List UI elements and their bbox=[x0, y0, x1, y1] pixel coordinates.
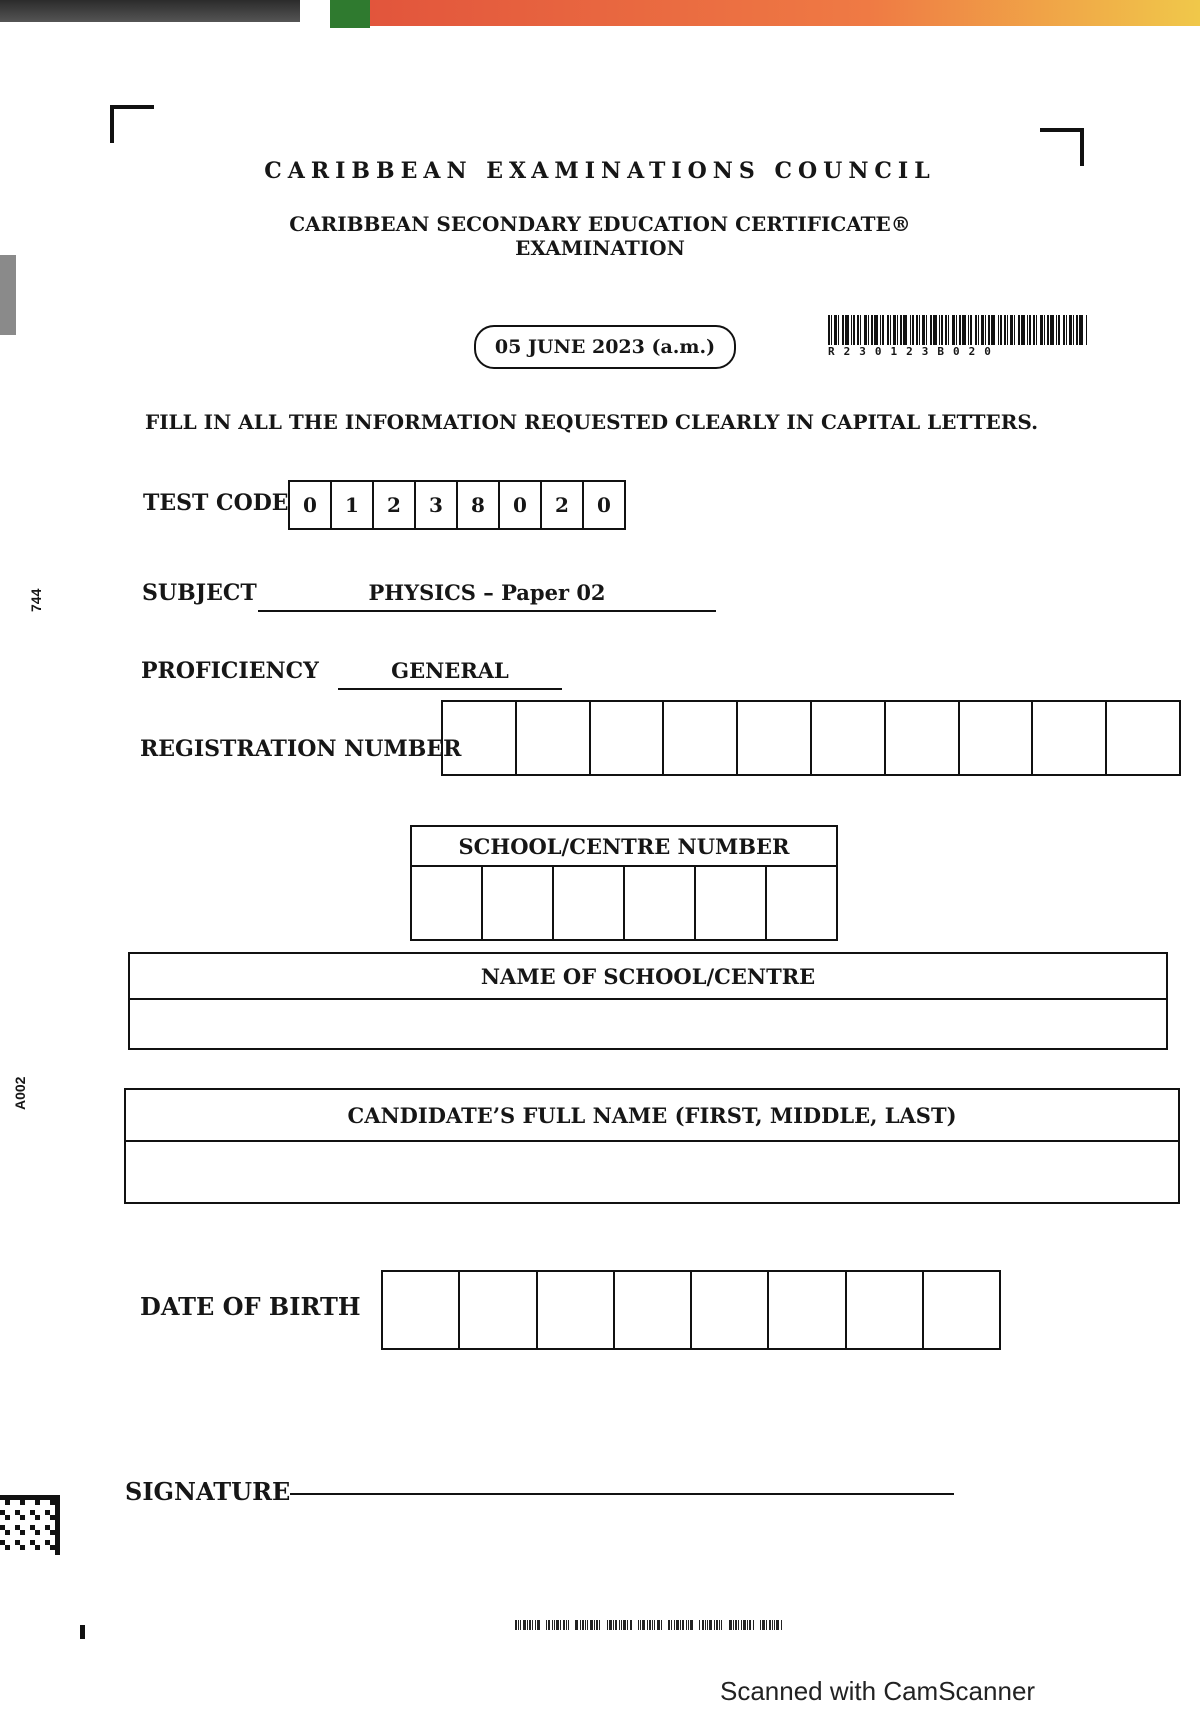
date-of-birth-cell[interactable] bbox=[924, 1272, 999, 1348]
datamatrix-module bbox=[20, 1495, 25, 1500]
datamatrix-module bbox=[25, 1495, 30, 1500]
proficiency-field[interactable]: GENERAL bbox=[338, 658, 562, 690]
candidate-name-box bbox=[124, 1088, 1180, 1204]
barcode-number: R230123B020 bbox=[828, 345, 1000, 358]
bottom-code-bar bbox=[535, 1620, 536, 1630]
signature-label: SIGNATURE bbox=[125, 1477, 291, 1506]
barcode-bar bbox=[834, 315, 837, 345]
barcode-bar bbox=[975, 315, 977, 345]
bottom-code-bar bbox=[546, 1620, 547, 1630]
bottom-code-bar bbox=[657, 1620, 660, 1630]
bottom-code-bar bbox=[690, 1620, 693, 1630]
barcode-bar bbox=[959, 315, 961, 345]
datamatrix-module bbox=[0, 1495, 5, 1500]
school-centre-number-cell[interactable] bbox=[767, 867, 836, 939]
datamatrix-module bbox=[30, 1510, 35, 1515]
barcode-bar bbox=[962, 315, 966, 345]
corner-mark-top-left bbox=[110, 105, 154, 143]
bottom-code-bar bbox=[548, 1620, 550, 1630]
barcode-bar bbox=[1063, 315, 1065, 345]
bottom-code-bar bbox=[774, 1620, 775, 1630]
datamatrix-module bbox=[5, 1500, 10, 1505]
datamatrix-module bbox=[55, 1495, 60, 1500]
datamatrix-module bbox=[35, 1530, 40, 1535]
bottom-code-bar bbox=[769, 1620, 771, 1630]
bottom-code-bar bbox=[647, 1620, 648, 1630]
school-name-label: NAME OF SCHOOL/CENTRE bbox=[130, 954, 1166, 1000]
barcode-bar bbox=[941, 315, 943, 345]
datamatrix-module bbox=[55, 1510, 60, 1515]
bottom-code-bar bbox=[575, 1620, 578, 1630]
barcode-bar bbox=[864, 315, 867, 345]
exam-date: 05 JUNE 2023 (a.m.) bbox=[474, 325, 736, 369]
barcode-bar bbox=[842, 315, 844, 345]
test-code-boxes bbox=[288, 480, 626, 530]
test-code-label: TEST CODE bbox=[143, 490, 289, 516]
bottom-code-bar bbox=[582, 1620, 584, 1630]
datamatrix-module bbox=[50, 1515, 55, 1520]
test-code-digit: 2 bbox=[374, 482, 416, 528]
datamatrix-module bbox=[55, 1540, 60, 1545]
datamatrix-module bbox=[45, 1540, 50, 1545]
datamatrix-module bbox=[35, 1500, 40, 1505]
barcode-bar bbox=[838, 315, 839, 345]
barcode-bar bbox=[1047, 315, 1049, 345]
bottom-code-bar bbox=[741, 1620, 742, 1630]
barcode-bar bbox=[1036, 315, 1037, 345]
date-of-birth-cell[interactable] bbox=[615, 1272, 692, 1348]
barcode-bar bbox=[857, 315, 859, 345]
subject-label: SUBJECT bbox=[142, 580, 257, 606]
datamatrix-module bbox=[30, 1495, 35, 1500]
date-of-birth-cell[interactable] bbox=[383, 1272, 460, 1348]
barcode-bar bbox=[890, 315, 891, 345]
datamatrix-module bbox=[55, 1535, 60, 1540]
datamatrix-module bbox=[35, 1545, 40, 1550]
bottom-code-bar bbox=[766, 1620, 767, 1630]
registration-number-cell[interactable] bbox=[1107, 702, 1179, 774]
date-of-birth-label: DATE OF BIRTH bbox=[140, 1292, 361, 1321]
barcode-bar bbox=[871, 315, 873, 345]
date-of-birth-cell[interactable] bbox=[538, 1272, 615, 1348]
registration-number-cell[interactable] bbox=[812, 702, 886, 774]
registration-number-cell[interactable] bbox=[591, 702, 665, 774]
bottom-code-bar bbox=[594, 1620, 595, 1630]
datamatrix-module bbox=[0, 1525, 5, 1530]
registration-number-label: REGISTRATION NUMBER bbox=[140, 736, 462, 762]
bottom-code-bar bbox=[537, 1620, 540, 1630]
bottom-code-bar bbox=[518, 1620, 519, 1630]
bottom-code-bar bbox=[661, 1620, 662, 1630]
school-centre-number-label: SCHOOL/CENTRE NUMBER bbox=[412, 827, 836, 867]
barcode-bar bbox=[1033, 315, 1035, 345]
scan-edge-orange bbox=[370, 0, 1200, 26]
bottom-code-bar bbox=[642, 1620, 645, 1630]
side-tab bbox=[0, 255, 16, 335]
barcode-bar bbox=[1076, 315, 1078, 345]
datamatrix-module bbox=[45, 1525, 50, 1530]
datamatrix-module bbox=[15, 1510, 20, 1515]
barcode-bar bbox=[933, 315, 937, 345]
school-centre-number-cell[interactable] bbox=[625, 867, 696, 939]
instruction-text: FILL IN ALL THE INFORMATION REQUESTED CLEARLY IN CAPITAL LETTERS. bbox=[145, 410, 1039, 434]
school-name-box bbox=[128, 952, 1168, 1050]
datamatrix-module bbox=[35, 1515, 40, 1520]
bottom-code-bar bbox=[747, 1620, 748, 1630]
datamatrix-module bbox=[55, 1530, 60, 1535]
barcode-bar bbox=[1010, 315, 1013, 345]
school-name-field[interactable] bbox=[130, 1000, 1166, 1048]
datamatrix-module bbox=[0, 1510, 5, 1515]
barcode-bar bbox=[948, 315, 949, 345]
barcode-bar bbox=[1014, 315, 1015, 345]
bottom-code-bar bbox=[705, 1620, 706, 1630]
barcode-bar bbox=[1079, 315, 1083, 345]
barcode-bar bbox=[897, 315, 898, 345]
datamatrix-module bbox=[15, 1525, 20, 1530]
registration-number-cell[interactable] bbox=[664, 702, 738, 774]
bottom-code-bar bbox=[619, 1620, 620, 1630]
datamatrix-module bbox=[15, 1540, 20, 1545]
barcode-bar bbox=[910, 315, 911, 345]
registration-number-cell[interactable] bbox=[886, 702, 960, 774]
barcode-bar bbox=[853, 315, 855, 345]
bottom-code-bar bbox=[527, 1620, 528, 1630]
bottom-code-bar bbox=[623, 1620, 626, 1630]
school-centre-number-boxes[interactable] bbox=[412, 867, 836, 939]
datamatrix-module bbox=[5, 1530, 10, 1535]
bottom-code-bar bbox=[652, 1620, 653, 1630]
bottom-code-bar bbox=[621, 1620, 622, 1630]
datamatrix-module bbox=[50, 1500, 55, 1505]
registration-number-cell[interactable] bbox=[1033, 702, 1107, 774]
barcode-bar bbox=[930, 315, 932, 345]
barcode-bar bbox=[1000, 315, 1002, 345]
datamatrix-module bbox=[0, 1540, 5, 1545]
bottom-code-bar bbox=[654, 1620, 655, 1630]
barcode-bar bbox=[968, 315, 969, 345]
date-of-birth-cell[interactable] bbox=[692, 1272, 769, 1348]
barcode-bar bbox=[1004, 315, 1006, 345]
datamatrix-module bbox=[10, 1495, 15, 1500]
date-of-birth-boxes[interactable] bbox=[381, 1270, 1001, 1350]
bottom-code-bar bbox=[613, 1620, 614, 1630]
bottom-code-bar bbox=[627, 1620, 628, 1630]
datamatrix-module bbox=[15, 1495, 20, 1500]
bottom-code-bar bbox=[743, 1620, 746, 1630]
bottom-code-bar bbox=[776, 1620, 779, 1630]
datamatrix-module bbox=[20, 1500, 25, 1505]
barcode-bar bbox=[922, 315, 925, 345]
barcode-bar bbox=[991, 315, 995, 345]
registration-number-cell[interactable] bbox=[738, 702, 812, 774]
datamatrix-module bbox=[55, 1500, 60, 1505]
test-code-digit: 3 bbox=[416, 482, 458, 528]
council-title: CARIBBEAN EXAMINATIONS COUNCIL bbox=[264, 158, 936, 184]
datamatrix-module bbox=[5, 1515, 10, 1520]
datamatrix-module bbox=[55, 1545, 60, 1550]
barcode-bar bbox=[1058, 315, 1060, 345]
bottom-code-bar bbox=[630, 1620, 632, 1630]
bottom-code-bar bbox=[585, 1620, 586, 1630]
barcode-bar bbox=[981, 315, 984, 345]
datamatrix-module bbox=[30, 1540, 35, 1545]
registration-number-cell[interactable] bbox=[443, 702, 517, 774]
barcode-bar bbox=[945, 315, 947, 345]
barcode-bar bbox=[887, 315, 889, 345]
bottom-code-bar bbox=[760, 1620, 761, 1630]
barcode-bar bbox=[1027, 315, 1028, 345]
bottom-code-bar bbox=[738, 1620, 739, 1630]
barcode-bar bbox=[1056, 315, 1057, 345]
margin-code-744: 744 bbox=[28, 588, 44, 612]
bottom-code-bar bbox=[523, 1620, 526, 1630]
bottom-code-bar bbox=[699, 1620, 700, 1630]
registration-number-cell[interactable] bbox=[517, 702, 591, 774]
barcode bbox=[828, 315, 1090, 345]
barcode-bar bbox=[831, 315, 832, 345]
bottom-code-bar bbox=[552, 1620, 553, 1630]
bottom-code-bar bbox=[638, 1620, 639, 1630]
datamatrix-module bbox=[45, 1510, 50, 1515]
barcode-bar bbox=[1007, 315, 1008, 345]
registration-number-boxes[interactable] bbox=[441, 700, 1181, 776]
barcode-bar bbox=[874, 315, 878, 345]
barcode-bar bbox=[828, 315, 830, 345]
test-code-digit: 8 bbox=[458, 482, 500, 528]
barcode-bar bbox=[1029, 315, 1031, 345]
barcode-bar bbox=[1069, 315, 1072, 345]
bottom-code-bar bbox=[568, 1620, 569, 1630]
barcode-bar bbox=[988, 315, 990, 345]
datamatrix-module bbox=[35, 1495, 40, 1500]
barcode-bar bbox=[1044, 315, 1045, 345]
bottom-barcode bbox=[515, 1620, 785, 1630]
bottom-code-bar bbox=[733, 1620, 734, 1630]
bottom-code-bar bbox=[674, 1620, 675, 1630]
barcode-bar bbox=[860, 315, 861, 345]
datamatrix-module bbox=[55, 1515, 60, 1520]
scan-edge-dark bbox=[0, 0, 300, 22]
bottom-code-bar bbox=[609, 1620, 612, 1630]
datamatrix-module bbox=[40, 1495, 45, 1500]
barcode-bar bbox=[912, 315, 914, 345]
datamatrix-module bbox=[5, 1545, 10, 1550]
date-of-birth-cell[interactable] bbox=[460, 1272, 537, 1348]
barcode-bar bbox=[919, 315, 920, 345]
bottom-code-bar bbox=[615, 1620, 617, 1630]
datamatrix-module bbox=[55, 1505, 60, 1510]
bottom-code-bar bbox=[781, 1620, 782, 1630]
school-centre-number-cell[interactable] bbox=[696, 867, 767, 939]
datamatrix-module bbox=[30, 1525, 35, 1530]
bottom-code-bar bbox=[590, 1620, 593, 1630]
school-centre-number-cell[interactable] bbox=[554, 867, 625, 939]
bottom-code-bar bbox=[640, 1620, 641, 1630]
bottom-code-bar bbox=[676, 1620, 679, 1630]
certificate-title: CARIBBEAN SECONDARY EDUCATION CERTIFICATE® EXAMINATION bbox=[289, 212, 911, 260]
bottom-code-bar bbox=[721, 1620, 722, 1630]
datamatrix-module bbox=[55, 1550, 60, 1555]
barcode-bar bbox=[939, 315, 940, 345]
barcode-bar bbox=[926, 315, 927, 345]
barcode-bar bbox=[1073, 315, 1074, 345]
bottom-code-bar bbox=[668, 1620, 670, 1630]
bottom-code-bar bbox=[714, 1620, 715, 1630]
bottom-code-bar bbox=[735, 1620, 737, 1630]
bottom-code-bar bbox=[587, 1620, 588, 1630]
datamatrix-module bbox=[55, 1525, 60, 1530]
datamatrix-module bbox=[55, 1520, 60, 1525]
school-centre-number-box bbox=[410, 825, 838, 941]
margin-code-a002: A002 bbox=[12, 1076, 28, 1110]
barcode-bar bbox=[903, 315, 907, 345]
barcode-bar bbox=[882, 315, 884, 345]
datamatrix-module bbox=[20, 1515, 25, 1520]
signature-line[interactable] bbox=[290, 1493, 954, 1495]
datamatrix-code bbox=[0, 1495, 60, 1555]
bottom-code-bar bbox=[566, 1620, 567, 1630]
camscanner-watermark: Scanned with CamScanner bbox=[720, 1676, 1036, 1706]
bottom-code-bar bbox=[563, 1620, 565, 1630]
bottom-code-bar bbox=[554, 1620, 555, 1630]
bottom-code-bar bbox=[607, 1620, 608, 1630]
barcode-bar bbox=[998, 315, 999, 345]
datamatrix-module bbox=[50, 1545, 55, 1550]
test-code-digit: 0 bbox=[500, 482, 542, 528]
test-code-digit: 2 bbox=[542, 482, 584, 528]
bottom-code-bar bbox=[772, 1620, 773, 1630]
datamatrix-module bbox=[50, 1530, 55, 1535]
bottom-code-bar bbox=[520, 1620, 521, 1630]
datamatrix-module bbox=[20, 1530, 25, 1535]
barcode-bar bbox=[978, 315, 979, 345]
bottom-code-bar bbox=[702, 1620, 704, 1630]
school-centre-number-cell[interactable] bbox=[483, 867, 554, 939]
barcode-bar bbox=[851, 315, 852, 345]
barcode-bar bbox=[956, 315, 957, 345]
datamatrix-module bbox=[45, 1495, 50, 1500]
registration-number-cell[interactable] bbox=[960, 702, 1034, 774]
date-of-birth-cell[interactable] bbox=[847, 1272, 924, 1348]
bottom-code-bar bbox=[532, 1620, 533, 1630]
barcode-bar bbox=[893, 315, 896, 345]
barcode-bar bbox=[880, 315, 881, 345]
bottom-code-bar bbox=[719, 1620, 720, 1630]
barcode-bar bbox=[985, 315, 986, 345]
test-code-digit: 0 bbox=[597, 493, 611, 517]
datamatrix-module bbox=[20, 1545, 25, 1550]
datamatrix-module bbox=[5, 1495, 10, 1500]
barcode-bar bbox=[952, 315, 955, 345]
school-centre-number-cell[interactable] bbox=[412, 867, 483, 939]
bottom-code-bar bbox=[560, 1620, 561, 1630]
bottom-code-bar bbox=[753, 1620, 754, 1630]
barcode-bar bbox=[1021, 315, 1025, 345]
bottom-code-bar bbox=[682, 1620, 684, 1630]
bottom-code-bar bbox=[596, 1620, 598, 1630]
bottom-code-bar bbox=[599, 1620, 600, 1630]
barcode-bar bbox=[900, 315, 902, 345]
bottom-code-bar bbox=[671, 1620, 672, 1630]
barcode-bar bbox=[970, 315, 972, 345]
bottom-code-bar bbox=[515, 1620, 517, 1630]
bottom-code-bar bbox=[716, 1620, 718, 1630]
barcode-bar bbox=[1050, 315, 1054, 345]
candidate-name-field[interactable] bbox=[126, 1142, 1178, 1202]
bottom-code-bar bbox=[762, 1620, 765, 1630]
bottom-code-bar bbox=[729, 1620, 732, 1630]
datamatrix-module bbox=[50, 1495, 55, 1500]
bottom-code-bar bbox=[680, 1620, 681, 1630]
bottom-code-bar bbox=[686, 1620, 687, 1630]
proficiency-label: PROFICIENCY bbox=[141, 658, 319, 684]
test-code-digit: 0 bbox=[290, 482, 332, 528]
barcode-bar bbox=[868, 315, 869, 345]
bottom-code-bar bbox=[649, 1620, 651, 1630]
date-of-birth-cell[interactable] bbox=[769, 1272, 846, 1348]
barcode-bar bbox=[1018, 315, 1020, 345]
bottom-code-bar bbox=[556, 1620, 559, 1630]
barcode-bar bbox=[1086, 315, 1087, 345]
bottom-code-bar bbox=[580, 1620, 581, 1630]
registration-mark bbox=[80, 1625, 85, 1639]
candidate-name-label: CANDIDATE’S FULL NAME (FIRST, MIDDLE, LAST) bbox=[126, 1090, 1178, 1142]
barcode-bar bbox=[845, 315, 849, 345]
subject-field[interactable]: PHYSICS – Paper 02 bbox=[258, 580, 716, 612]
scan-edge-green bbox=[330, 0, 370, 28]
barcode-bar bbox=[916, 315, 918, 345]
bottom-code-bar bbox=[749, 1620, 751, 1630]
bottom-code-bar bbox=[707, 1620, 708, 1630]
barcode-bar bbox=[1040, 315, 1043, 345]
test-code-digit: 1 bbox=[332, 482, 374, 528]
bottom-code-bar bbox=[688, 1620, 689, 1630]
bottom-code-bar bbox=[709, 1620, 712, 1630]
bottom-code-bar bbox=[529, 1620, 531, 1630]
barcode-bar bbox=[1066, 315, 1067, 345]
